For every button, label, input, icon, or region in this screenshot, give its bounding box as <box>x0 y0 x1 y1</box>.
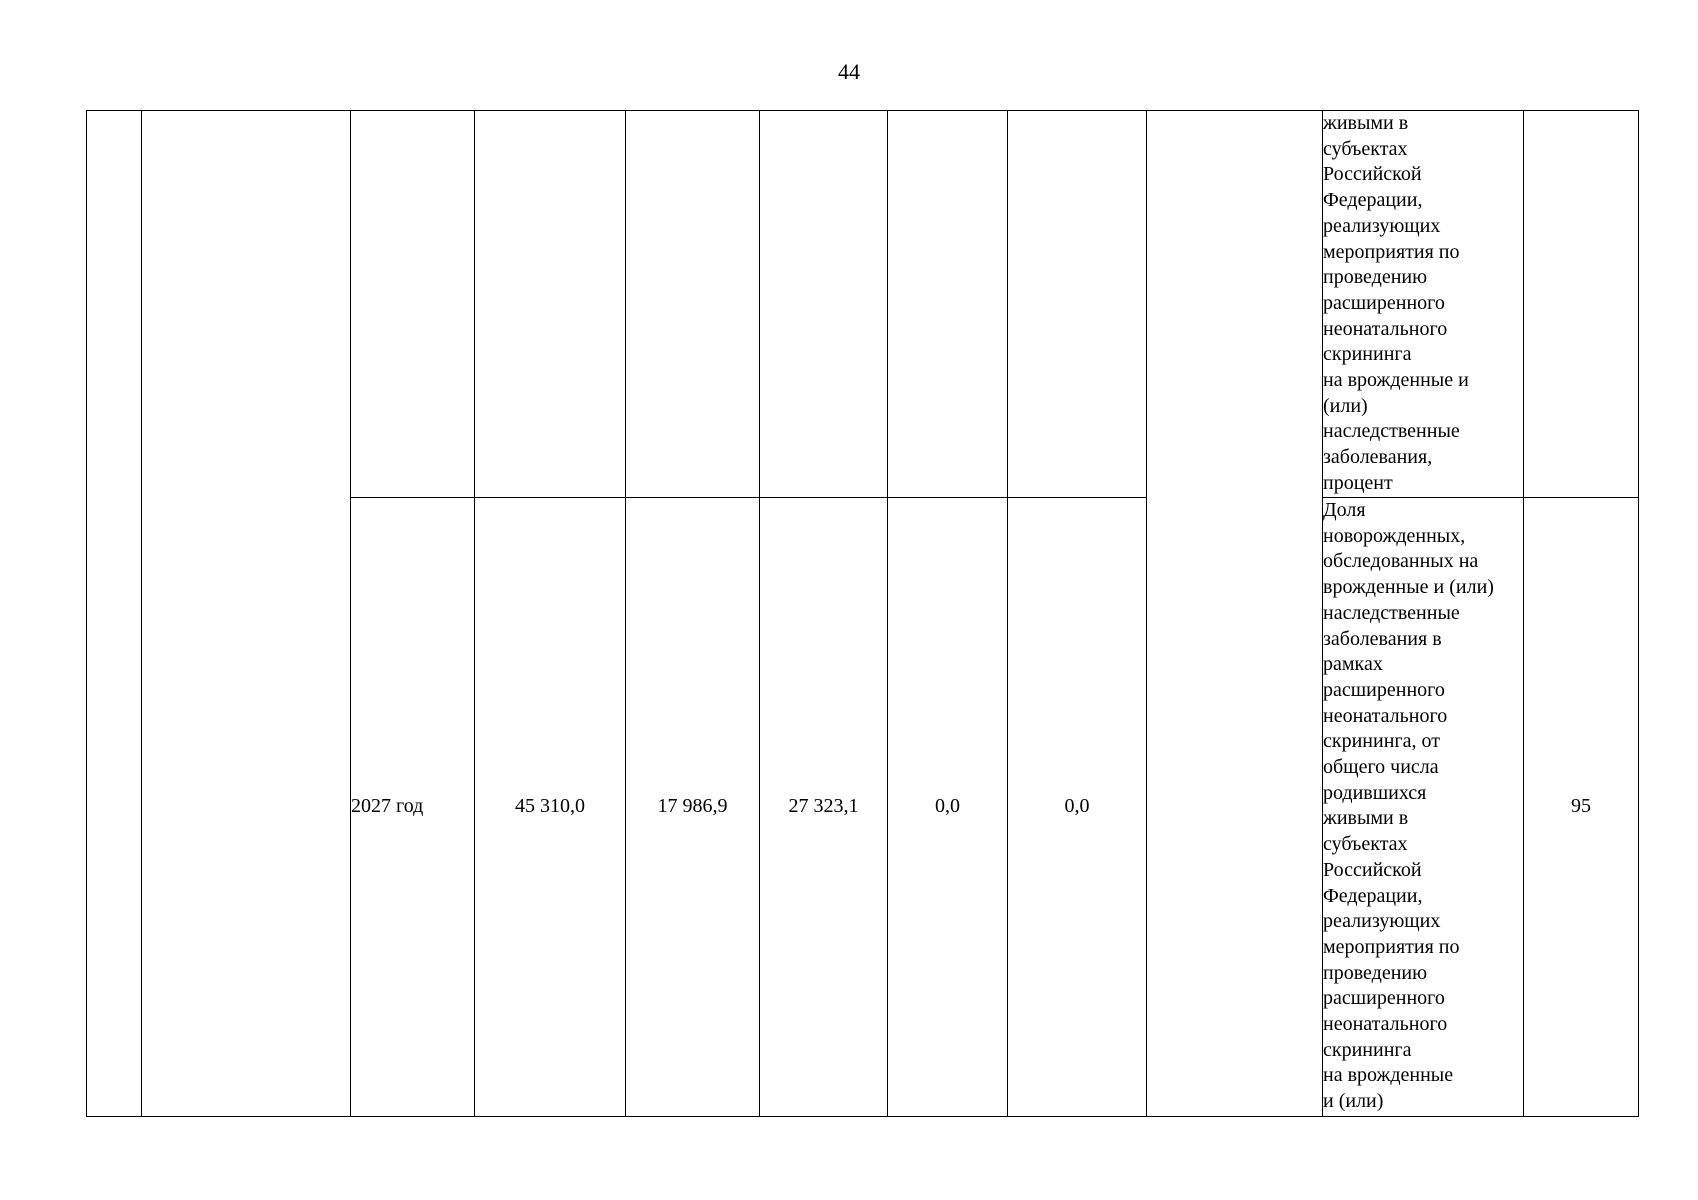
indicator-description-cell <box>1323 111 1524 498</box>
text-line: мероприятия по <box>1323 240 1460 263</box>
activity-name-cell <box>142 111 351 1117</box>
text-line: на врожденные и <box>1323 369 1469 392</box>
indicator-value-cell: 95 <box>1524 498 1639 1117</box>
text-line: заболевания в <box>1323 627 1442 650</box>
text-line: на врожденные <box>1323 1064 1454 1087</box>
text-line: мероприятия по <box>1323 935 1460 958</box>
regional-budget-cell: 27 323,1 <box>760 498 888 1117</box>
text-line: родившихся <box>1323 781 1427 804</box>
municipal-budget-cell <box>888 111 1008 498</box>
municipal-budget-cell: 0,0 <box>888 498 1008 1117</box>
text-line: проведению <box>1323 266 1428 289</box>
indicator-description-cell <box>1323 498 1524 1117</box>
text-line: Федерации, <box>1323 189 1423 212</box>
text-line: проведению <box>1323 961 1428 984</box>
text-line: Российской <box>1323 858 1422 881</box>
text-line: рамках <box>1323 653 1383 676</box>
text-line: наследственные <box>1323 601 1460 624</box>
text-line: заболевания, <box>1323 446 1433 469</box>
text-line: Российской <box>1323 163 1422 186</box>
text-line: расширенного <box>1323 678 1445 701</box>
text-line: реализующих <box>1323 910 1441 933</box>
federal-budget-cell <box>626 111 760 498</box>
text-line: врожденные и (или) <box>1323 576 1494 599</box>
text-line: расширенного <box>1323 291 1445 314</box>
program-table <box>86 110 1639 1117</box>
page-number: 44 <box>838 59 860 84</box>
total-cell <box>475 111 626 498</box>
text-line: расширенного <box>1323 987 1445 1010</box>
text-line: процент <box>1323 471 1393 494</box>
text-line: Федерации, <box>1323 884 1423 907</box>
total-cell: 45 310,0 <box>475 498 626 1117</box>
text-line: субъектах <box>1323 137 1408 160</box>
text-line: наследственные <box>1323 420 1460 443</box>
text-line: Доля <box>1323 499 1366 521</box>
year-cell <box>351 111 475 498</box>
text-line: неонатального <box>1323 704 1448 727</box>
text-line: (или) <box>1323 394 1368 417</box>
executor-cell <box>1147 111 1323 1117</box>
text-line: и (или) <box>1323 1090 1384 1113</box>
text-line: обследованных на <box>1323 550 1479 573</box>
indicator-value-cell <box>1524 111 1639 498</box>
text-line: реализующих <box>1323 214 1441 237</box>
text-line: новорожденных, <box>1323 524 1466 547</box>
extrabudget-cell <box>1008 111 1147 498</box>
regional-budget-cell <box>760 111 888 498</box>
text-line: скрининга, от <box>1323 730 1440 753</box>
text-line: живыми в <box>1323 807 1409 830</box>
text-line: неонатального <box>1323 1013 1448 1036</box>
text-line: скрининга <box>1323 343 1412 366</box>
federal-budget-cell: 17 986,9 <box>626 498 760 1117</box>
extrabudget-cell: 0,0 <box>1008 498 1147 1117</box>
table-row <box>87 111 1639 498</box>
text-line: живыми в <box>1323 112 1409 134</box>
text-line: общего числа <box>1323 756 1439 779</box>
text-line: субъектах <box>1323 833 1408 856</box>
year-cell: 2027 год <box>351 498 475 1117</box>
text-line: скрининга <box>1323 1038 1412 1061</box>
number-cell <box>87 111 142 1117</box>
text-line: неонатального <box>1323 317 1448 340</box>
